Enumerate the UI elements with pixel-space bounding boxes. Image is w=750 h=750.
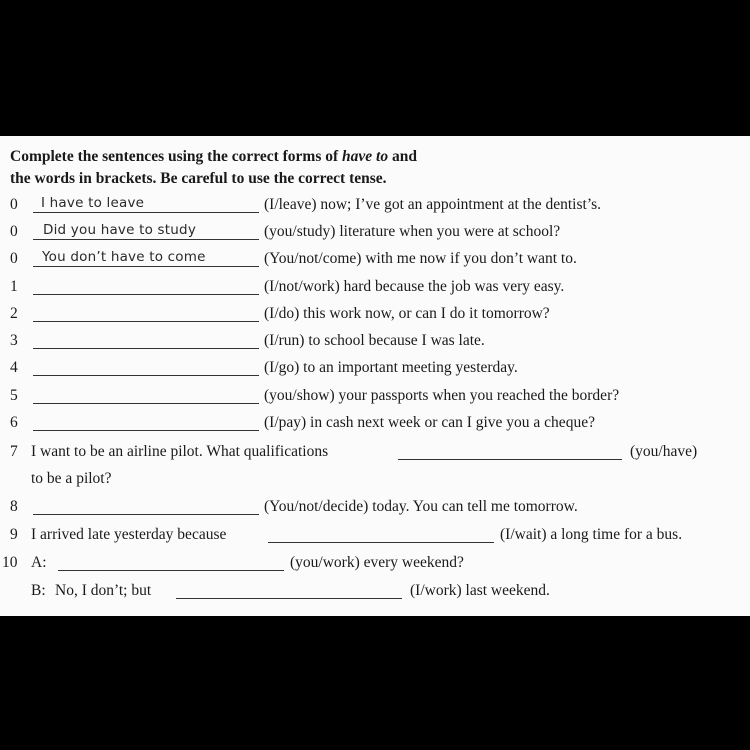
answer-blank[interactable] — [33, 498, 259, 515]
handwritten-answer: You don’t have to come — [42, 249, 206, 265]
sentence-text: No, I don’t; but — [55, 582, 152, 599]
sentence-text: (you/study) literature when you were at school? — [264, 223, 561, 240]
item-number: 7 — [10, 443, 18, 460]
exercise-row — [0, 332, 750, 352]
answer-blank[interactable] — [58, 554, 284, 571]
instructions-line-2: the words in brackets. Be careful to use the correct tense. — [10, 170, 387, 187]
exercise-row — [0, 387, 750, 407]
answer-blank[interactable] — [33, 387, 259, 404]
sentence-text: (I/do) this work now, or can I do it tomorrow? — [264, 305, 550, 322]
answer-blank[interactable] — [33, 305, 259, 322]
answer-blank[interactable] — [398, 443, 622, 460]
sentence-text: (I/leave) now; I’ve got an appointment at the dentist’s. — [264, 196, 602, 213]
exercise-row — [0, 278, 750, 298]
exercise-row — [0, 359, 750, 379]
sentence-text: (you/show) your passports when you reached the border? — [264, 387, 620, 404]
item-number: 6 — [10, 414, 18, 431]
exercise-row — [0, 250, 750, 270]
answer-blank[interactable] — [268, 526, 494, 543]
exercise-row — [0, 305, 750, 325]
instructions-line-1 — [10, 148, 417, 166]
exercise-row-7 — [0, 443, 750, 463]
speaker-label-b: B: — [31, 582, 46, 599]
exercise-row-9 — [0, 526, 750, 546]
exercise-row — [0, 223, 750, 243]
sentence-text-end: (I/wait) a long time for a bus. — [500, 526, 683, 543]
speaker-label-a: A: — [31, 554, 47, 571]
sentence-text: (I/not/work) hard because the job was very easy. — [264, 278, 565, 295]
sentence-text-end: (you/have) — [630, 443, 698, 460]
sentence-text: (You/not/decide) today. You can tell me tomorrow. — [264, 498, 578, 515]
instructions-text-end: and — [388, 148, 417, 165]
sentence-text: (I/run) to school because I was late. — [264, 332, 485, 349]
sentence-text-end: (I/work) last weekend. — [410, 582, 550, 599]
item-number: 8 — [10, 498, 18, 515]
sentence-text: I arrived late yesterday because — [31, 526, 227, 543]
exercise-row — [0, 414, 750, 434]
sentence-text: (You/not/come) with me now if you don’t want to. — [264, 250, 577, 267]
item-number: 4 — [10, 359, 18, 376]
exercise-row-8 — [0, 498, 750, 518]
item-number: 1 — [10, 278, 18, 295]
sentence-text: I want to be an airline pilot. What qualifications — [31, 443, 329, 460]
handwritten-answer: I have to leave — [41, 195, 145, 211]
exercise-row-10a — [0, 554, 750, 574]
item-number: 0 — [10, 196, 18, 213]
exercise-row — [0, 196, 750, 216]
answer-blank[interactable] — [33, 196, 259, 213]
sentence-text: (I/pay) in cash next week or can I give you a cheque? — [264, 414, 595, 431]
exercise-sheet — [0, 136, 750, 616]
item-number: 10 — [2, 554, 18, 571]
sentence-text: to be a pilot? — [31, 470, 112, 487]
item-number: 5 — [10, 387, 18, 404]
answer-blank[interactable] — [33, 332, 259, 349]
item-number: 3 — [10, 332, 18, 349]
item-number: 2 — [10, 305, 18, 322]
item-number: 0 — [10, 250, 18, 267]
sentence-text: (I/go) to an important meeting yesterday. — [264, 359, 518, 376]
instructions-emphasis: have to — [342, 148, 389, 165]
answer-blank[interactable] — [33, 359, 259, 376]
answer-blank[interactable] — [33, 278, 259, 295]
item-number: 9 — [10, 526, 18, 543]
answer-blank[interactable] — [33, 223, 259, 240]
exercise-row-7-continued — [0, 470, 750, 490]
handwritten-answer: Did you have to study — [43, 222, 197, 238]
answer-blank[interactable] — [33, 250, 259, 267]
exercise-row-10b — [0, 582, 750, 602]
instructions-text: Complete the sentences using the correct forms of — [10, 148, 343, 165]
item-number: 0 — [10, 223, 18, 240]
answer-blank[interactable] — [176, 582, 402, 599]
sentence-text: (you/work) every weekend? — [290, 554, 464, 571]
answer-blank[interactable] — [33, 414, 259, 431]
